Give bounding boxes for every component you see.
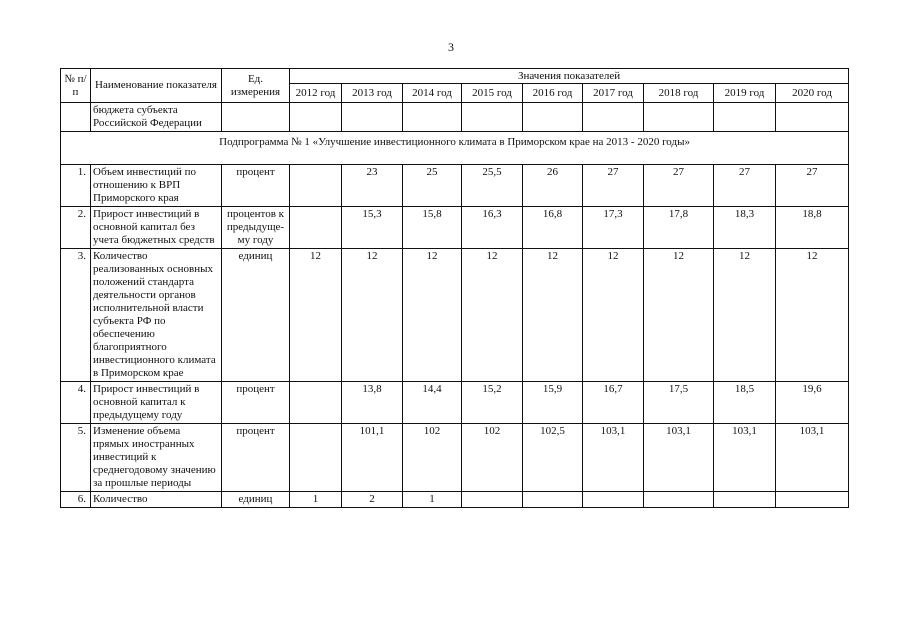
row-number: 3. (61, 249, 91, 382)
indicator-value: 27 (776, 165, 849, 207)
indicator-unit: единиц (222, 249, 290, 382)
indicator-value (523, 492, 583, 508)
indicator-name: Количество реализованных основных положений стандарта деятельности органов исполнительной власти субъекта РФ по обеспечению благоприятного инвестиционного климата в Приморском крае (91, 249, 222, 382)
table-row (61, 424, 849, 492)
indicator-value: 25 (403, 165, 462, 207)
header-name: Наименование показателя (91, 69, 222, 103)
indicator-value (462, 492, 523, 508)
table-row (61, 249, 849, 382)
indicator-value (290, 207, 342, 249)
indicator-name: Объем инвестиций по отношению к ВРП Приморского края (91, 165, 222, 207)
indicator-value: 27 (583, 165, 644, 207)
header-row-1 (61, 69, 849, 84)
indicator-value: 12 (342, 249, 403, 382)
indicator-value: 18,5 (714, 382, 776, 424)
indicator-value: 12 (644, 249, 714, 382)
header-year: 2015 год (462, 84, 523, 103)
indicator-value: 16,8 (523, 207, 583, 249)
indicator-value: 17,3 (583, 207, 644, 249)
indicator-value: 1 (403, 492, 462, 508)
indicator-value: 103,1 (776, 424, 849, 492)
indicator-value: 18,3 (714, 207, 776, 249)
indicator-value: 12 (583, 249, 644, 382)
indicator-value: 102 (403, 424, 462, 492)
table-row (61, 492, 849, 508)
row-number: 6. (61, 492, 91, 508)
indicator-value (290, 424, 342, 492)
indicator-unit: процентов к предыдуще-му году (222, 207, 290, 249)
indicator-value (714, 492, 776, 508)
indicator-name: Изменение объема прямых иностранных инвестиций к среднегодовому значению за прошлые периоды (91, 424, 222, 492)
indicator-value: 15,2 (462, 382, 523, 424)
indicator-unit: процент (222, 424, 290, 492)
header-year: 2014 год (403, 84, 462, 103)
table-row (61, 207, 849, 249)
row-number: 1. (61, 165, 91, 207)
header-year: 2016 год (523, 84, 583, 103)
indicator-value (290, 382, 342, 424)
indicator-value: 13,8 (342, 382, 403, 424)
indicator-value: 27 (714, 165, 776, 207)
indicator-value: 17,5 (644, 382, 714, 424)
continuation-name: бюджета субъекта Российской Федерации (91, 103, 222, 132)
indicator-value (583, 492, 644, 508)
indicator-value: 15,3 (342, 207, 403, 249)
header-unit: Ед. измерения (222, 69, 290, 103)
indicator-value: 103,1 (644, 424, 714, 492)
indicator-value: 16,7 (583, 382, 644, 424)
header-year: 2018 год (644, 84, 714, 103)
indicator-value: 25,5 (462, 165, 523, 207)
indicator-value: 18,8 (776, 207, 849, 249)
indicator-name: Прирост инвестиций в основной капитал к предыдущему году (91, 382, 222, 424)
indicator-name: Количество (91, 492, 222, 508)
indicator-value: 12 (462, 249, 523, 382)
indicator-value: 15,9 (523, 382, 583, 424)
indicator-value: 102 (462, 424, 523, 492)
header-year: 2012 год (290, 84, 342, 103)
indicator-value: 12 (403, 249, 462, 382)
row-number: 4. (61, 382, 91, 424)
indicator-value: 15,8 (403, 207, 462, 249)
indicator-unit: процент (222, 382, 290, 424)
indicator-value: 101,1 (342, 424, 403, 492)
page-number: 3 (448, 40, 454, 54)
indicator-value: 2 (342, 492, 403, 508)
subprogram-title: Подпрограмма № 1 «Улучшение инвестиционного климата в Приморском крае на 2013 - 2020 годы» (61, 132, 849, 165)
indicator-name: Прирост инвестиций в основной капитал без учета бюджетных средств (91, 207, 222, 249)
continuation-row (61, 103, 849, 132)
row-number: 2. (61, 207, 91, 249)
indicator-value (290, 165, 342, 207)
indicator-value (776, 492, 849, 508)
indicator-value (644, 492, 714, 508)
indicator-value: 1 (290, 492, 342, 508)
indicator-value: 14,4 (403, 382, 462, 424)
header-values: Значения показателей (290, 69, 849, 84)
header-year: 2019 год (714, 84, 776, 103)
indicator-value: 103,1 (583, 424, 644, 492)
header-num: № п/п (61, 69, 91, 103)
indicator-value: 103,1 (714, 424, 776, 492)
header-year: 2020 год (776, 84, 849, 103)
row-number: 5. (61, 424, 91, 492)
indicator-value: 26 (523, 165, 583, 207)
indicator-value: 12 (714, 249, 776, 382)
table-row (61, 165, 849, 207)
header-year: 2013 год (342, 84, 403, 103)
indicator-value: 102,5 (523, 424, 583, 492)
table-row (61, 382, 849, 424)
indicator-unit: единиц (222, 492, 290, 508)
indicator-value: 12 (523, 249, 583, 382)
indicator-value: 12 (776, 249, 849, 382)
indicators-table (60, 68, 849, 508)
subprogram-row (61, 132, 849, 165)
header-year: 2017 год (583, 84, 644, 103)
indicator-value: 16,3 (462, 207, 523, 249)
indicator-value: 12 (290, 249, 342, 382)
indicator-value: 19,6 (776, 382, 849, 424)
indicator-value: 27 (644, 165, 714, 207)
indicator-value: 17,8 (644, 207, 714, 249)
indicator-value: 23 (342, 165, 403, 207)
indicator-unit: процент (222, 165, 290, 207)
